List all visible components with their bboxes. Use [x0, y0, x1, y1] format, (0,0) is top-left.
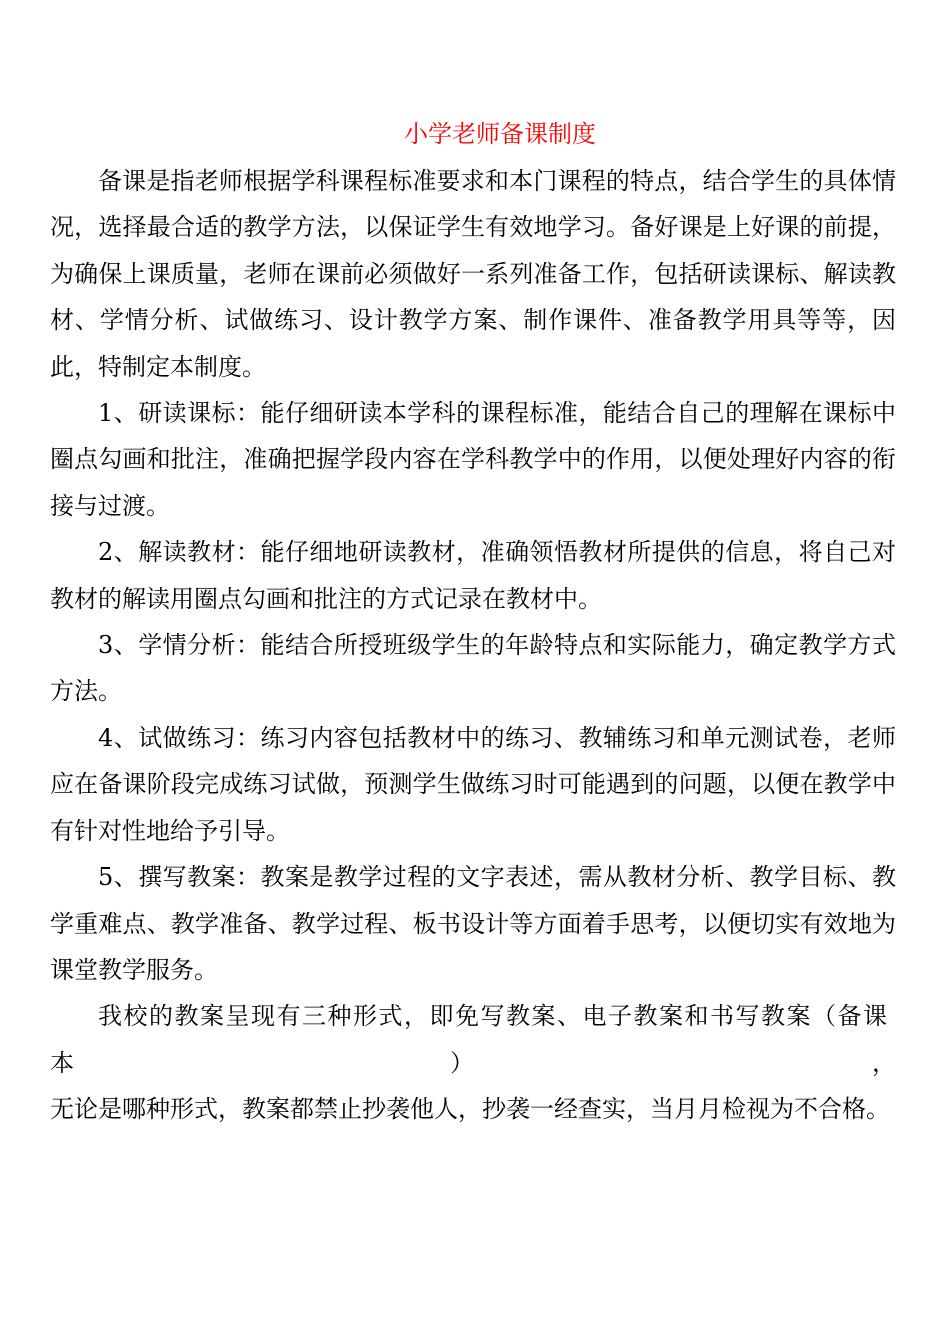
document-title: 小学老师备课制度	[404, 120, 596, 148]
item-paragraph-3: 3、学情分析：能结合所授班级学生的年龄特点和实际能力，确定教学方式方法。	[50, 631, 896, 706]
closing-paragraph-line3: 无论是哪种形式，教案都禁止抄袭他人，抄袭一经查实，当月月检视为不合格。	[50, 1095, 890, 1124]
item-paragraph-4: 4、试做练习：练习内容包括教材中的练习、教辅练习和单元测试卷，老师应在备课阶段完成练习试做，预测学生做练习时可能遇到的问题，以便在教学中有针对性地给予引导。	[50, 723, 896, 845]
closing-comma: ，	[872, 1048, 896, 1077]
closing-paren: ）	[450, 1048, 474, 1077]
closing-paragraph-line1: 我校的教案呈现有三种形式，即免写教案、电子教案和书写教案（备课	[98, 1002, 889, 1031]
item-paragraph-2: 2、解读教材：能仔细地研读教材，准确领悟教材所提供的信息，将自己对教材的解读用圈点勾画和批注的方式记录在教材中。	[50, 538, 896, 613]
closing-paragraph-line2	[50, 1040, 896, 1086]
document-body	[50, 158, 896, 1133]
closing-book-word: 本	[50, 1048, 74, 1077]
item-paragraph-1: 1、研读课标：能仔细研读本学科的课程标准，能结合自己的理解在课标中圈点勾画和批注，准确把握学段内容在学科教学中的作用，以便处理好内容的衔接与过渡。	[50, 399, 896, 520]
item-paragraph-5: 5、撰写教案：教案是教学过程的文字表述，需从教材分析、教学目标、教学重难点、教学准备、教学过程、板书设计等方面着手思考，以便切实有效地为课堂教学服务。	[50, 863, 896, 984]
intro-paragraph: 备课是指老师根据学科课程标准要求和本门课程的特点，结合学生的具体情况，选择最合适的教学方法，以保证学生有效地学习。备好课是上好课的前提，为确保上课质量，老师在课前必须做好一系列准备工作，包括研读课标、解读教材、学情分析、试做练习、设计教学方案、制作课件、准备教学用具等等，因此，特制定本制度。	[50, 167, 896, 381]
